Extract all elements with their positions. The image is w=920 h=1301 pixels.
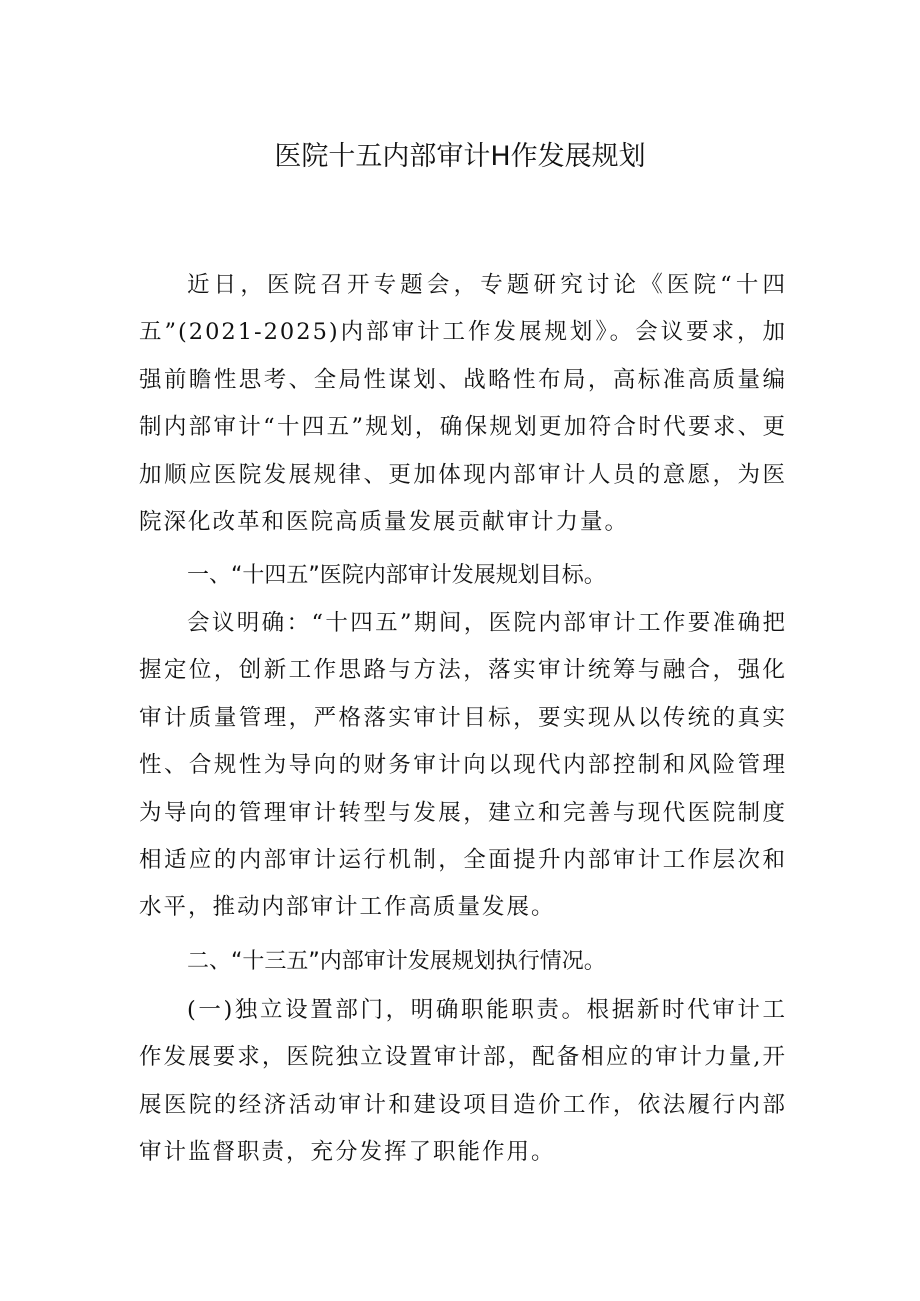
document-title: 医院十五内部审计H作发展规划 <box>274 141 646 172</box>
intro-paragraph: 近日，医院召开专题会，专题研究讨论《医院“十四五”(2021-2025)内部审计工作发展规划》。会议要求，加强前瞻性思考、全局性谋划、战略性布局，高标准高质量编制内部审计“十四五”规划，确保规划更加符合时代要求、更加顺应医院发展规律、更加体现内部审计人员的意愿，为医院深化改革和医院高质量发展贡献审计力量。 <box>139 272 787 536</box>
section-heading-1: 一、“十四五”医院内部审计发展规划目标。 <box>187 563 606 588</box>
section-body-2: (一)独立设置部门，明确职能职责。根据新时代审计工作发展要求，医院独立设置审计部，配备相应的审计力量,开展医院的经济活动审计和建设项目造价工作，依法履行内部审计监督职责，充分发挥了职能作用。 <box>139 997 787 1166</box>
section-heading-2: 二、“十三五”内部审计发展规划执行情况。 <box>187 949 606 974</box>
section-body-1: 会议明确：“十四五”期间，医院内部审计工作要准确把握定位，创新工作思路与方法，落实审计统筹与融合，强化审计质量管理，严格落实审计目标，要实现从以传统的真实性、合规性为导向的财务审计向以现代内部控制和风险管理为导向的管理审计转型与发展，建立和完善与现代医院制度相适应的内部审计运行机制，全面提升内部审计工作层次和水平，推动内部审计工作高质量发展。 <box>139 610 787 921</box>
